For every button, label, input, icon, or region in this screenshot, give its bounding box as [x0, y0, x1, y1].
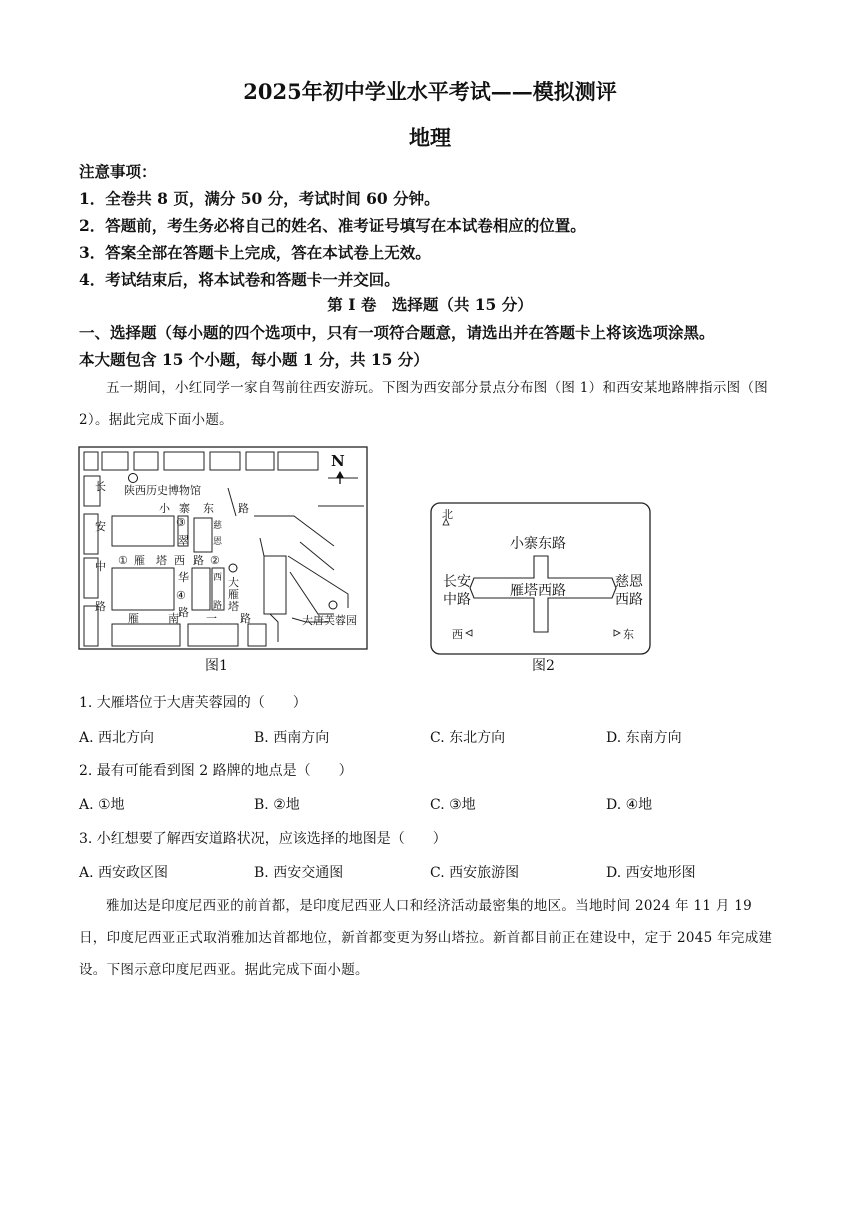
subject-title: 地理	[409, 125, 451, 150]
question-stem: 3. 小红想要了解西安道路状况，应该选择的地图是（ ）	[79, 831, 447, 847]
road-sign-figure	[430, 502, 652, 656]
fig1-caption: 图1	[205, 658, 228, 674]
fig1-north-letter: N	[331, 452, 345, 470]
road-label: ①	[118, 554, 128, 567]
option-d[interactable]: D. 西安地形图	[606, 865, 696, 881]
road-label: 路	[240, 612, 251, 625]
exam-title: 2025年初中学业水平考试——模拟测评	[243, 79, 617, 104]
road-label: 中	[95, 560, 106, 573]
passage-xian: 五一期间，小红同学一家自驾前往西安游玩。下图为西安部分景点分布图（图 1）和西安某地路牌指示图（图 2）。据此完成下面小题。	[79, 380, 769, 428]
section-instruction: 本大题包含 15 个小题，每小题 1 分，共 15 分）	[79, 350, 429, 369]
road-label: 一	[206, 612, 217, 625]
road-label: 雁	[128, 612, 139, 625]
fig2-caption: 图2	[532, 658, 555, 674]
road-label: 雁	[134, 554, 145, 567]
road-label: ②	[210, 554, 220, 567]
road-label: 华	[178, 571, 189, 584]
road-label: 恩	[213, 537, 223, 547]
section-title: 第 I 卷 选择题（共 15 分）	[327, 295, 533, 314]
museum-label: 陕西历史博物馆	[124, 484, 201, 497]
question-stem: 2. 最有可能看到图 2 路牌的地点是（ ）	[79, 763, 353, 779]
pagoda-label: 大	[228, 576, 239, 589]
sign-road-right: 西路	[615, 592, 643, 608]
passage-indonesia: 雅加达是印度尼西亚的前首都，是印度尼西亚人口和经济活动最密集的地区。当地时间 2024 年 11 月 19 日，印度尼西亚正式取消雅加达首都地位，新首都变更为努山塔拉。新首都目前正在建设中，定于 2045 年完成建设。下图示意印度尼西亚。据此完成下面小题。	[79, 898, 773, 978]
note-item: 1．全卷共 8 页，满分 50 分，考试时间 60 分钟。	[79, 189, 440, 208]
east-label: 东	[623, 628, 634, 641]
west-label: 西	[452, 628, 463, 641]
section-instruction: 一、选择题（每小题的四个选项中，只有一项符合题意，请选出并在答题卡上将该选项涂黑。	[79, 323, 715, 342]
road-label: 翠	[178, 534, 189, 547]
option-b[interactable]: B. ②地	[254, 797, 300, 813]
road-label: ③	[176, 516, 186, 529]
road-label: 小	[159, 502, 170, 515]
option-c[interactable]: C. ③地	[430, 797, 476, 813]
pagoda-label: 雁	[228, 588, 239, 601]
option-c[interactable]: C. 东北方向	[430, 730, 506, 746]
road-label: 路	[178, 606, 189, 619]
road-label: 路	[193, 554, 204, 567]
option-c[interactable]: C. 西安旅游图	[430, 865, 520, 881]
sign-road-top: 小寨东路	[510, 536, 566, 552]
option-a[interactable]: A. 西北方向	[79, 730, 155, 746]
fig2-north-label: 北	[442, 508, 453, 521]
road-label: 安	[95, 520, 106, 533]
xian-scenic-map	[78, 446, 368, 652]
road-label: 路	[238, 502, 249, 515]
pagoda-label: 塔	[228, 600, 239, 613]
option-a[interactable]: A. ①地	[79, 797, 125, 813]
sign-road-center: 雁塔西路	[510, 583, 566, 599]
road-label: 西	[213, 573, 223, 583]
option-b[interactable]: B. 西南方向	[254, 730, 330, 746]
sign-road-left: 长安	[443, 574, 471, 590]
sign-road-left: 中路	[443, 592, 471, 608]
note-item: 2．答题前，考生务必将自己的姓名、准考证号填写在本试卷相应的位置。	[79, 216, 586, 235]
road-label: 东	[203, 502, 214, 515]
road-label: 塔	[156, 554, 167, 567]
road-label: 长	[95, 480, 106, 493]
option-d[interactable]: D. ④地	[606, 797, 653, 813]
option-a[interactable]: A. 西安政区图	[79, 865, 169, 881]
option-b[interactable]: B. 西安交通图	[254, 865, 344, 881]
road-label: ④	[176, 589, 186, 602]
garden-label: 大唐芙蓉园	[302, 614, 357, 627]
note-item: 4．考试结束后，将本试卷和答题卡一并交回。	[79, 270, 400, 289]
road-label: 南	[168, 612, 179, 625]
road-label: 西	[174, 554, 185, 567]
road-label: 路	[213, 601, 223, 611]
question-stem: 1. 大雁塔位于大唐芙蓉园的（ ）	[79, 695, 307, 711]
sign-road-right: 慈恩	[615, 574, 643, 590]
option-d[interactable]: D. 东南方向	[606, 730, 682, 746]
road-label: 慈	[213, 521, 223, 531]
notes-heading: 注意事项：	[79, 162, 157, 181]
road-label: 路	[95, 600, 106, 613]
road-label: 寨	[179, 502, 190, 515]
note-item: 3．答案全部在答题卡上完成，答在本试卷上无效。	[79, 243, 431, 262]
